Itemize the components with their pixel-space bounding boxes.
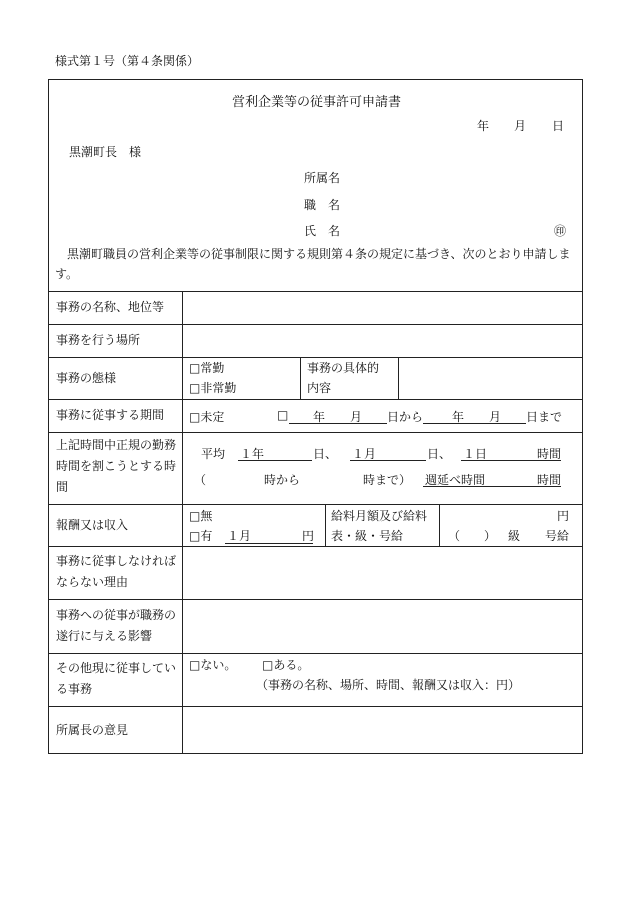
label-opinion: 所属長の意見 xyxy=(56,723,129,737)
seal-mark: ㊞ xyxy=(554,224,567,238)
hours-per-month: １月 xyxy=(352,447,377,461)
period-from: 日から xyxy=(387,410,424,424)
application-form xyxy=(48,79,583,754)
form-title: 営利企業等の従事許可申請書 xyxy=(231,95,401,110)
salary-step: 号給 xyxy=(545,529,570,543)
pay-column-divider xyxy=(439,504,440,546)
checkbox-parttime[interactable]: □非常勤 xyxy=(189,381,237,395)
label-mode: 事務の態様 xyxy=(56,371,117,385)
pay-yen: 円 xyxy=(302,529,315,543)
applicant-name: 氏 名 xyxy=(304,224,341,238)
label-impact: 事務への従事が職務の遂行に与える影響 xyxy=(56,608,177,643)
period-month-2: 月 xyxy=(489,410,502,424)
label-period: 事務に従事する期間 xyxy=(56,408,165,422)
label-pay: 報酬又は収入 xyxy=(56,518,129,532)
mode-column-divider xyxy=(300,357,301,399)
date-month: 月 xyxy=(514,119,527,133)
mode-detail-label: 事務の具体的 xyxy=(307,361,380,375)
row-divider xyxy=(49,546,582,547)
salary-label: 給料月額及び給料 xyxy=(331,509,428,523)
hours-day-2: 日、 xyxy=(427,447,452,461)
row-divider xyxy=(49,706,582,707)
checkbox-undecided[interactable]: □未定 xyxy=(189,410,225,424)
row-divider xyxy=(49,599,582,600)
hours-weekly-total: 週延べ時間 xyxy=(425,473,486,487)
pay-column-divider xyxy=(325,504,326,546)
checkbox-period[interactable]: □ xyxy=(277,408,289,422)
label-column-divider xyxy=(182,291,183,753)
hours-hours-2: 時間 xyxy=(537,473,562,487)
checkbox-other-no[interactable]: □ない。 xyxy=(189,658,237,672)
hours-from: 時から xyxy=(264,473,301,487)
field-name-position[interactable] xyxy=(185,294,579,322)
addressee: 黒潮町長 様 xyxy=(69,145,142,159)
hours-per-year: １年 xyxy=(240,447,265,461)
row-divider xyxy=(49,399,582,400)
salary-grade-paren: （ ） xyxy=(448,529,497,543)
salary-label-2: 表・級・号給 xyxy=(331,529,404,543)
row-divider xyxy=(49,324,582,325)
date-day: 日 xyxy=(552,119,565,133)
hours-average: 平均 xyxy=(201,447,226,461)
mode-column-divider xyxy=(398,357,399,399)
hours-to: 時まで） xyxy=(363,473,412,487)
intro-text: 黒潮町職員の営利企業等の従事制限に関する規則第４条の規定に基づき、次のとおり申請します。 xyxy=(55,247,571,281)
hours-hours: 時間 xyxy=(537,447,562,461)
field-mode-detail[interactable] xyxy=(401,360,579,397)
hours-per-day: １日 xyxy=(463,447,488,461)
pay-per-month: １月 xyxy=(227,529,252,543)
field-opinion[interactable] xyxy=(185,709,579,751)
form-reference: 様式第１号（第４条関係） xyxy=(55,54,200,68)
hours-day-underline xyxy=(461,460,561,461)
hours-paren-open: （ xyxy=(194,473,207,487)
hours-day-1: 日、 xyxy=(313,447,338,461)
label-place: 事務を行う場所 xyxy=(56,333,141,347)
period-year-2: 年 xyxy=(452,410,465,424)
label-hours: 上記時間中正規の勤務時間を割こうとする時間 xyxy=(56,438,177,494)
checkbox-pay-none[interactable]: □無 xyxy=(189,509,213,523)
label-reason: 事務に従事しなければならない理由 xyxy=(56,554,177,589)
row-divider xyxy=(49,653,582,654)
period-start-underline xyxy=(289,423,387,424)
row-divider xyxy=(49,291,582,292)
mode-detail-label-2: 内容 xyxy=(307,381,332,395)
field-place[interactable] xyxy=(185,327,579,355)
applicant-position: 職 名 xyxy=(304,198,341,212)
field-impact[interactable] xyxy=(185,602,579,650)
hours-weekly-underline xyxy=(423,486,561,487)
row-divider xyxy=(49,432,582,433)
checkbox-pay-yes[interactable]: □有 xyxy=(189,529,213,543)
salary-yen: 円 xyxy=(557,509,570,523)
period-to: 日まで xyxy=(526,410,563,424)
applicant-affiliation: 所属名 xyxy=(304,171,341,185)
label-name-position: 事務の名称、地位等 xyxy=(56,300,165,314)
period-year: 年 xyxy=(313,410,326,424)
checkbox-fulltime[interactable]: □常勤 xyxy=(189,361,225,375)
period-end-underline xyxy=(423,423,526,424)
label-other: その他現に従事している事務 xyxy=(56,661,177,696)
checkbox-other-yes[interactable]: □ある。 xyxy=(262,658,310,672)
pay-amount-underline xyxy=(225,543,313,544)
salary-grade: 級 xyxy=(508,529,521,543)
hours-year-underline xyxy=(238,460,312,461)
hours-month-underline xyxy=(350,460,426,461)
field-reason[interactable] xyxy=(185,549,579,597)
period-month: 月 xyxy=(350,410,363,424)
date-year: 年 xyxy=(477,119,490,133)
other-detail: （事務の名称、場所、時間、報酬又は収入：円） xyxy=(256,678,521,692)
row-divider xyxy=(49,504,582,505)
